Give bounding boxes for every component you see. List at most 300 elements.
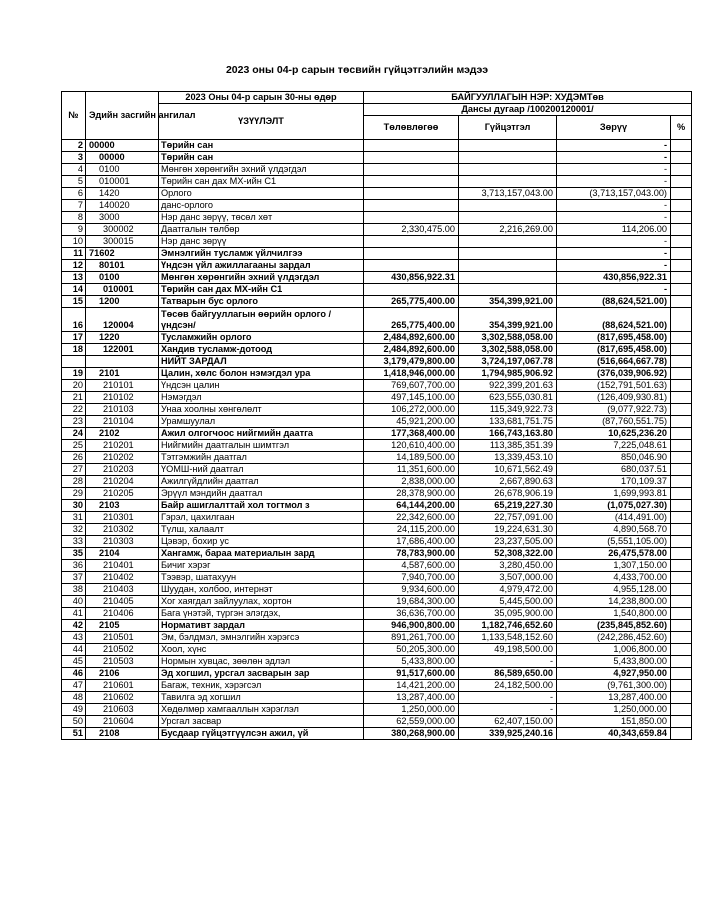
table-row	[62, 416, 692, 428]
cell-plan	[364, 260, 459, 272]
header-econ-class: Эдийн засгийн ангилал	[86, 92, 159, 140]
cell-econ-code: 210403	[86, 584, 159, 596]
cell-diff: -	[557, 200, 671, 212]
cell-econ-code: 00000	[86, 140, 159, 152]
cell-no: 33	[62, 536, 86, 548]
cell-actual: 24,182,500.00	[459, 680, 557, 692]
cell-no: 28	[62, 476, 86, 488]
cell-actual: 3,302,588,058.00	[459, 344, 557, 356]
table-row	[62, 332, 692, 344]
cell-no: 13	[62, 272, 86, 284]
cell-indicator: Нормативт зардал	[159, 620, 364, 632]
cell-indicator: Тавилга эд хогшил	[159, 692, 364, 704]
cell-no: 46	[62, 668, 86, 680]
cell-econ-code: 3000	[86, 212, 159, 224]
table-row	[62, 248, 692, 260]
table-row	[62, 380, 692, 392]
cell-indicator: Даатгалын төлбөр	[159, 224, 364, 236]
cell-pct	[671, 524, 692, 536]
cell-diff: (88,624,521.00)	[557, 308, 671, 332]
cell-diff: 1,250,000.00	[557, 704, 671, 716]
cell-no: 12	[62, 260, 86, 272]
cell-econ-code: 0100	[86, 272, 159, 284]
cell-no: 22	[62, 404, 86, 416]
cell-indicator: Шуудан, холбоо, интернэт	[159, 584, 364, 596]
cell-diff: 5,433,800.00	[557, 656, 671, 668]
table-row	[62, 344, 692, 356]
cell-actual: 4,979,472.00	[459, 584, 557, 596]
cell-actual: 1,133,548,152.60	[459, 632, 557, 644]
cell-no: 20	[62, 380, 86, 392]
cell-plan: 7,940,700.00	[364, 572, 459, 584]
header-actual: Гүйцэтгэл	[459, 116, 557, 140]
cell-indicator: Тэтгэмжийн даатгал	[159, 452, 364, 464]
cell-no: 19	[62, 368, 86, 380]
cell-actual: 113,385,351.39	[459, 440, 557, 452]
cell-pct	[671, 200, 692, 212]
header-account-no: Дансы дугаар /100200120001/	[364, 104, 692, 116]
cell-plan	[364, 284, 459, 296]
cell-econ-code: 210103	[86, 404, 159, 416]
cell-econ-code: 210405	[86, 596, 159, 608]
cell-pct	[671, 176, 692, 188]
cell-plan	[364, 200, 459, 212]
cell-actual: 133,681,751.75	[459, 416, 557, 428]
cell-indicator: Төсөв байгууллагын өөрийн орлого /үндсэн/	[159, 308, 364, 332]
cell-plan: 91,517,600.00	[364, 668, 459, 680]
cell-pct	[671, 692, 692, 704]
cell-plan: 5,433,800.00	[364, 656, 459, 668]
table-row	[62, 668, 692, 680]
cell-econ-code: 210102	[86, 392, 159, 404]
cell-econ-code	[86, 356, 159, 368]
cell-actual: 22,757,091.00	[459, 512, 557, 524]
cell-plan: 14,189,500.00	[364, 452, 459, 464]
cell-diff: 114,206.00	[557, 224, 671, 236]
cell-plan: 78,783,900.00	[364, 548, 459, 560]
cell-no: 8	[62, 212, 86, 224]
table-row	[62, 500, 692, 512]
table-row	[62, 272, 692, 284]
cell-econ-code: 210205	[86, 488, 159, 500]
cell-diff: (88,624,521.00)	[557, 296, 671, 308]
cell-actual: 3,507,000.00	[459, 572, 557, 584]
cell-indicator: Эрүүл мэндийн даатгал	[159, 488, 364, 500]
cell-indicator: Нийгмийн даатгалын шимтгэл	[159, 440, 364, 452]
cell-diff: 40,343,659.84	[557, 728, 671, 740]
cell-indicator: Хоол, хүнс	[159, 644, 364, 656]
cell-no: 23	[62, 416, 86, 428]
cell-plan: 946,900,800.00	[364, 620, 459, 632]
cell-no: 44	[62, 644, 86, 656]
cell-plan: 1,418,946,000.00	[364, 368, 459, 380]
cell-econ-code: 2101	[86, 368, 159, 380]
cell-plan: 177,368,400.00	[364, 428, 459, 440]
cell-indicator: ҮОМШ-ний даатгал	[159, 464, 364, 476]
cell-indicator: Хангамж, бараа материалын зард	[159, 548, 364, 560]
cell-pct	[671, 152, 692, 164]
cell-econ-code: 210203	[86, 464, 159, 476]
cell-indicator: Орлого	[159, 188, 364, 200]
cell-actual: 166,743,163.80	[459, 428, 557, 440]
cell-no: 14	[62, 284, 86, 296]
cell-no: 15	[62, 296, 86, 308]
cell-indicator: Хандив тусламж-дотоод	[159, 344, 364, 356]
cell-pct	[671, 236, 692, 248]
cell-diff: 4,890,568.70	[557, 524, 671, 536]
cell-actual: 339,925,240.16	[459, 728, 557, 740]
cell-actual: 3,280,450.00	[459, 560, 557, 572]
cell-econ-code: 2108	[86, 728, 159, 740]
cell-econ-code: 210201	[86, 440, 159, 452]
table-row	[62, 200, 692, 212]
cell-econ-code: 210602	[86, 692, 159, 704]
cell-diff: 4,927,950.00	[557, 668, 671, 680]
cell-indicator: Ажилгүйдлийн даатгал	[159, 476, 364, 488]
cell-no: 36	[62, 560, 86, 572]
cell-no: 41	[62, 608, 86, 620]
cell-indicator: Ажил олгогчоос нийгмийн даатга	[159, 428, 364, 440]
cell-plan: 50,205,300.00	[364, 644, 459, 656]
cell-actual	[459, 272, 557, 284]
table-row	[62, 512, 692, 524]
header-org-name: БАЙГУУЛЛАГЫН НЭР: ХУДЭМТөв	[364, 92, 692, 104]
cell-no: 40	[62, 596, 86, 608]
cell-pct	[671, 284, 692, 296]
cell-pct	[671, 716, 692, 728]
cell-econ-code: 210503	[86, 656, 159, 668]
cell-actual: -	[459, 704, 557, 716]
cell-econ-code: 122001	[86, 344, 159, 356]
cell-econ-code: 210406	[86, 608, 159, 620]
cell-plan: 769,607,700.00	[364, 380, 459, 392]
cell-no: 7	[62, 200, 86, 212]
table-row	[62, 632, 692, 644]
cell-no: 4	[62, 164, 86, 176]
table-row	[62, 644, 692, 656]
table-row	[62, 212, 692, 224]
cell-econ-code: 0100	[86, 164, 159, 176]
cell-no: 21	[62, 392, 86, 404]
cell-indicator: Бичиг хэрэг	[159, 560, 364, 572]
cell-actual: 62,407,150.00	[459, 716, 557, 728]
table-row	[62, 584, 692, 596]
cell-indicator: Багаж, техник, хэрэгсэл	[159, 680, 364, 692]
cell-pct	[671, 416, 692, 428]
cell-diff: -	[557, 236, 671, 248]
cell-diff: 170,109.37	[557, 476, 671, 488]
table-row	[62, 404, 692, 416]
cell-diff: (1,075,027.30)	[557, 500, 671, 512]
cell-diff: (9,761,300.00)	[557, 680, 671, 692]
cell-no: 47	[62, 680, 86, 692]
cell-indicator: Хөдөлмөр хамгааллын хэрэглэл	[159, 704, 364, 716]
cell-econ-code: 210604	[86, 716, 159, 728]
cell-actual	[459, 212, 557, 224]
cell-actual	[459, 164, 557, 176]
cell-no: 30	[62, 500, 86, 512]
cell-diff: -	[557, 248, 671, 260]
cell-plan: 19,684,300.00	[364, 596, 459, 608]
cell-econ-code: 010001	[86, 176, 159, 188]
table-row	[62, 704, 692, 716]
cell-pct	[671, 344, 692, 356]
cell-actual: 26,678,906.19	[459, 488, 557, 500]
table-row	[62, 716, 692, 728]
cell-econ-code: 71602	[86, 248, 159, 260]
table-row	[62, 368, 692, 380]
cell-pct	[671, 572, 692, 584]
cell-plan: 380,268,900.00	[364, 728, 459, 740]
table-row	[62, 188, 692, 200]
cell-plan: 3,179,479,800.00	[364, 356, 459, 368]
cell-diff: 151,850.00	[557, 716, 671, 728]
cell-actual: 354,399,921.00	[459, 308, 557, 332]
cell-pct	[671, 464, 692, 476]
cell-diff: 1,307,150.00	[557, 560, 671, 572]
cell-plan: 62,559,000.00	[364, 716, 459, 728]
cell-no: 3	[62, 152, 86, 164]
cell-econ-code: 1220	[86, 332, 159, 344]
cell-plan: 13,287,400.00	[364, 692, 459, 704]
cell-no: 5	[62, 176, 86, 188]
table-row	[62, 308, 692, 332]
cell-no: 38	[62, 584, 86, 596]
cell-plan	[364, 176, 459, 188]
cell-diff: -	[557, 176, 671, 188]
table-row	[62, 608, 692, 620]
table-row	[62, 164, 692, 176]
cell-pct	[671, 272, 692, 284]
cell-plan: 430,856,922.31	[364, 272, 459, 284]
cell-pct	[671, 188, 692, 200]
cell-diff: (235,845,852.60)	[557, 620, 671, 632]
cell-diff: -	[557, 140, 671, 152]
cell-actual: 19,224,631.30	[459, 524, 557, 536]
cell-econ-code: 210101	[86, 380, 159, 392]
cell-indicator: НИЙТ ЗАРДАЛ	[159, 356, 364, 368]
cell-indicator: Түлш, халаалт	[159, 524, 364, 536]
header-no: №	[62, 92, 86, 140]
cell-econ-code: 80101	[86, 260, 159, 272]
cell-indicator: Нэмэгдэл	[159, 392, 364, 404]
table-row	[62, 176, 692, 188]
cell-plan	[364, 188, 459, 200]
cell-indicator: Цэвэр, бохир ус	[159, 536, 364, 548]
cell-no: 17	[62, 332, 86, 344]
cell-pct	[671, 596, 692, 608]
cell-no: 26	[62, 452, 86, 464]
cell-plan: 2,484,892,600.00	[364, 332, 459, 344]
cell-no: 6	[62, 188, 86, 200]
cell-actual: 3,302,588,058.00	[459, 332, 557, 344]
cell-no: 2	[62, 140, 86, 152]
cell-indicator: Тээвэр, шатахуун	[159, 572, 364, 584]
cell-indicator: Цалин, хөлс болон нэмэгдэл ура	[159, 368, 364, 380]
cell-econ-code: 1200	[86, 296, 159, 308]
cell-indicator: Татварын бус орлого	[159, 296, 364, 308]
table-row	[62, 728, 692, 740]
cell-actual: 35,095,900.00	[459, 608, 557, 620]
cell-plan	[364, 212, 459, 224]
cell-pct	[671, 404, 692, 416]
cell-econ-code: 140020	[86, 200, 159, 212]
cell-no: 25	[62, 440, 86, 452]
table-row	[62, 488, 692, 500]
cell-no: 24	[62, 428, 86, 440]
cell-plan: 4,587,600.00	[364, 560, 459, 572]
cell-indicator: Эм, бэлдмэл, эмнэлгийн хэрэгсэ	[159, 632, 364, 644]
cell-diff: -	[557, 212, 671, 224]
cell-econ-code: 210601	[86, 680, 159, 692]
cell-indicator: Урсгал засвар	[159, 716, 364, 728]
cell-pct	[671, 476, 692, 488]
cell-actual	[459, 284, 557, 296]
table-row	[62, 440, 692, 452]
cell-plan: 14,421,200.00	[364, 680, 459, 692]
cell-pct	[671, 260, 692, 272]
cell-pct	[671, 704, 692, 716]
cell-no: 48	[62, 692, 86, 704]
cell-actual: 49,198,500.00	[459, 644, 557, 656]
table-row	[62, 452, 692, 464]
cell-econ-code: 2106	[86, 668, 159, 680]
table-row	[62, 476, 692, 488]
cell-indicator: Мөнгөн хөрөнгийн эхний үлдэгдэл	[159, 272, 364, 284]
cell-econ-code: 2102	[86, 428, 159, 440]
table-row	[62, 260, 692, 272]
cell-econ-code: 210603	[86, 704, 159, 716]
cell-pct	[671, 488, 692, 500]
cell-indicator: Нэр данс зөрүү	[159, 236, 364, 248]
cell-plan: 1,250,000.00	[364, 704, 459, 716]
table-row	[62, 152, 692, 164]
cell-diff: (3,713,157,043.00)	[557, 188, 671, 200]
cell-econ-code: 2104	[86, 548, 159, 560]
table-row	[62, 620, 692, 632]
cell-actual: -	[459, 692, 557, 704]
cell-econ-code: 210303	[86, 536, 159, 548]
cell-plan: 120,610,400.00	[364, 440, 459, 452]
cell-indicator: Төрийн сан дах МХ-ийн С1	[159, 176, 364, 188]
cell-pct	[671, 164, 692, 176]
table-row	[62, 392, 692, 404]
cell-no: 50	[62, 716, 86, 728]
table-row	[62, 656, 692, 668]
cell-no: 35	[62, 548, 86, 560]
cell-pct	[671, 224, 692, 236]
cell-diff: 10,625,236.20	[557, 428, 671, 440]
cell-actual: -	[459, 656, 557, 668]
cell-actual: 65,219,227.30	[459, 500, 557, 512]
cell-plan: 36,636,700.00	[364, 608, 459, 620]
cell-diff: (152,791,501.63)	[557, 380, 671, 392]
cell-diff: (242,286,452.60)	[557, 632, 671, 644]
cell-econ-code: 210501	[86, 632, 159, 644]
cell-plan	[364, 140, 459, 152]
cell-indicator: Үндсэн цалин	[159, 380, 364, 392]
cell-pct	[671, 452, 692, 464]
cell-indicator: Байр ашиглалттай хол тогтмол з	[159, 500, 364, 512]
cell-pct	[671, 608, 692, 620]
cell-pct	[671, 584, 692, 596]
cell-indicator: Төрийн сан	[159, 152, 364, 164]
cell-diff: 14,238,800.00	[557, 596, 671, 608]
cell-pct	[671, 212, 692, 224]
cell-indicator: Үндсэн үйл ажиллагааны зардал	[159, 260, 364, 272]
cell-indicator: Мөнгөн хөрөнгийн эхний үлдэгдэл	[159, 164, 364, 176]
cell-econ-code: 300015	[86, 236, 159, 248]
cell-econ-code: 2105	[86, 620, 159, 632]
cell-econ-code: 210402	[86, 572, 159, 584]
cell-pct	[671, 728, 692, 740]
table-row	[62, 224, 692, 236]
cell-actual: 922,399,201.63	[459, 380, 557, 392]
cell-no: 37	[62, 572, 86, 584]
cell-diff: -	[557, 164, 671, 176]
cell-actual	[459, 140, 557, 152]
table-row	[62, 524, 692, 536]
cell-actual: 10,671,562.49	[459, 464, 557, 476]
cell-diff: -	[557, 284, 671, 296]
cell-no: 31	[62, 512, 86, 524]
cell-plan: 2,484,892,600.00	[364, 344, 459, 356]
cell-pct	[671, 380, 692, 392]
cell-actual: 354,399,921.00	[459, 296, 557, 308]
cell-econ-code: 210401	[86, 560, 159, 572]
cell-plan: 28,378,900.00	[364, 488, 459, 500]
cell-pct	[671, 356, 692, 368]
cell-econ-code: 00000	[86, 152, 159, 164]
cell-pct	[671, 140, 692, 152]
cell-econ-code: 300002	[86, 224, 159, 236]
cell-actual	[459, 200, 557, 212]
cell-diff: -	[557, 260, 671, 272]
cell-diff: (516,664,667.78)	[557, 356, 671, 368]
table-row	[62, 296, 692, 308]
cell-plan: 2,838,000.00	[364, 476, 459, 488]
budget-table	[61, 91, 692, 740]
cell-plan: 265,775,400.00	[364, 308, 459, 332]
cell-diff: (817,695,458.00)	[557, 332, 671, 344]
cell-plan: 891,261,700.00	[364, 632, 459, 644]
cell-actual: 1,182,746,652.60	[459, 620, 557, 632]
cell-plan: 22,342,600.00	[364, 512, 459, 524]
cell-diff: (9,077,922.73)	[557, 404, 671, 416]
table-row	[62, 548, 692, 560]
cell-plan: 497,145,100.00	[364, 392, 459, 404]
cell-plan: 45,921,200.00	[364, 416, 459, 428]
cell-pct	[671, 500, 692, 512]
cell-pct	[671, 560, 692, 572]
cell-diff: (87,760,551.75)	[557, 416, 671, 428]
cell-pct	[671, 368, 692, 380]
cell-plan	[364, 152, 459, 164]
cell-pct	[671, 680, 692, 692]
cell-plan: 64,144,200.00	[364, 500, 459, 512]
cell-plan: 106,272,000.00	[364, 404, 459, 416]
cell-indicator: данс-орлого	[159, 200, 364, 212]
cell-diff: 26,475,578.00	[557, 548, 671, 560]
cell-pct	[671, 632, 692, 644]
cell-indicator: Урамшуулал	[159, 416, 364, 428]
table-row	[62, 284, 692, 296]
header-diff: Зөрүү	[557, 116, 671, 140]
cell-actual: 3,724,197,067.78	[459, 356, 557, 368]
cell-diff: (376,039,906.92)	[557, 368, 671, 380]
cell-diff: 850,046.90	[557, 452, 671, 464]
cell-actual	[459, 248, 557, 260]
